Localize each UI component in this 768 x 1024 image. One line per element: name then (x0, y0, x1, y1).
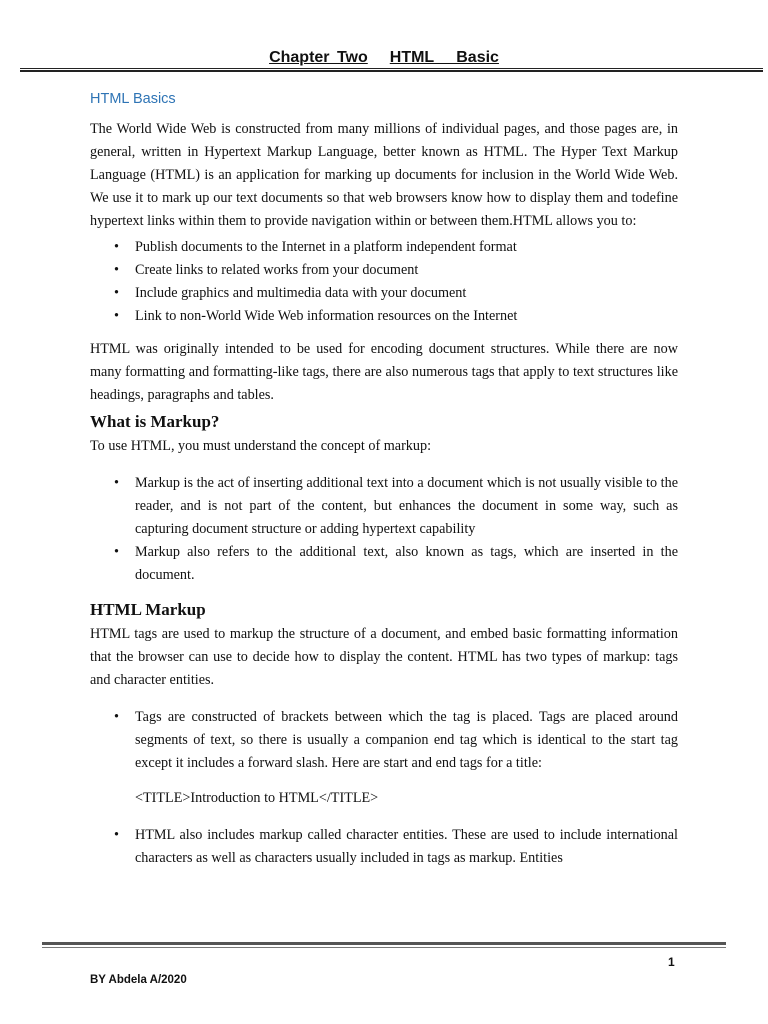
list-item: • Markup also refers to the additional text, also known as tags, which are inserted in the document. (90, 541, 678, 587)
chapter-label: Chapter Two (269, 49, 368, 66)
section-heading-html-markup: HTML Markup (90, 600, 206, 619)
page-header-title (0, 49, 768, 67)
list-item: • Publish documents to the Internet in a platform independent format (90, 236, 678, 259)
list-item: • Create links to related works from your document (90, 259, 678, 282)
chapter-topic: HTML Basic (389, 49, 499, 66)
list-item: • HTML also includes markup called character entities. These are used to include international characters as well as characters usually included in tags as markup. Entities (90, 824, 678, 870)
footer-divider (42, 942, 726, 948)
section-heading-what-is-markup: What is Markup? (90, 412, 220, 431)
list-item: • Link to non-World Wide Web information resources on the Internet (90, 305, 678, 328)
list-html-allows (90, 236, 678, 328)
list-html-markup (90, 706, 678, 775)
list-markup (90, 472, 678, 587)
page-number: 1 (668, 955, 675, 969)
list-item: • Tags are constructed of brackets between which the tag is placed. Tags are placed around segments of text, so there is usually a companion end tag which is identical to the start tag except it includes a forward slash. Here are start and end tags for a title: (90, 706, 678, 775)
paragraph-intro: The World Wide Web is constructed from many millions of individual pages, and those pages are, in general, written in Hypertext Markup Language, better known as HTML. The Hyper Text Markup Language (HTML) is an application for marking up documents for inclusion in the World Wide Web. We use it to mark up our text documents so that web browsers know how to display them and todefine hypertext links within them to provide navigation within or between them.HTML allows you to: (90, 121, 678, 229)
footer-author: BY Abdela A/2020 (90, 974, 187, 986)
document-body (90, 88, 678, 870)
header-divider (20, 68, 763, 72)
section-heading-html-basics: HTML Basics (90, 91, 176, 107)
list-item: • Markup is the act of inserting additional text into a document which is not usually visible to the reader, and is not part of the content, but enhances the document in some way, such as capturing document structure or adding hypertext capability (90, 472, 678, 541)
paragraph-closing: HTML was originally intended to be used for encoding document structures. While there are now many formatting and formatting-like tags, there are also numerous tags that apply to text structures like headings, paragraphs and tables. (90, 341, 678, 403)
code-example-title-tag: <TITLE>Introduction to HTML</TITLE> (135, 790, 379, 806)
paragraph-markup-intro: To use HTML, you must understand the concept of markup: (90, 438, 432, 454)
list-html-markup-continued (90, 824, 678, 870)
list-item: • Include graphics and multimedia data with your document (90, 282, 678, 305)
paragraph-html-markup: HTML tags are used to markup the structure of a document, and embed basic formatting information that the browser can use to decide how to display the content. HTML has two types of markup: tags and character entities. (90, 626, 678, 688)
